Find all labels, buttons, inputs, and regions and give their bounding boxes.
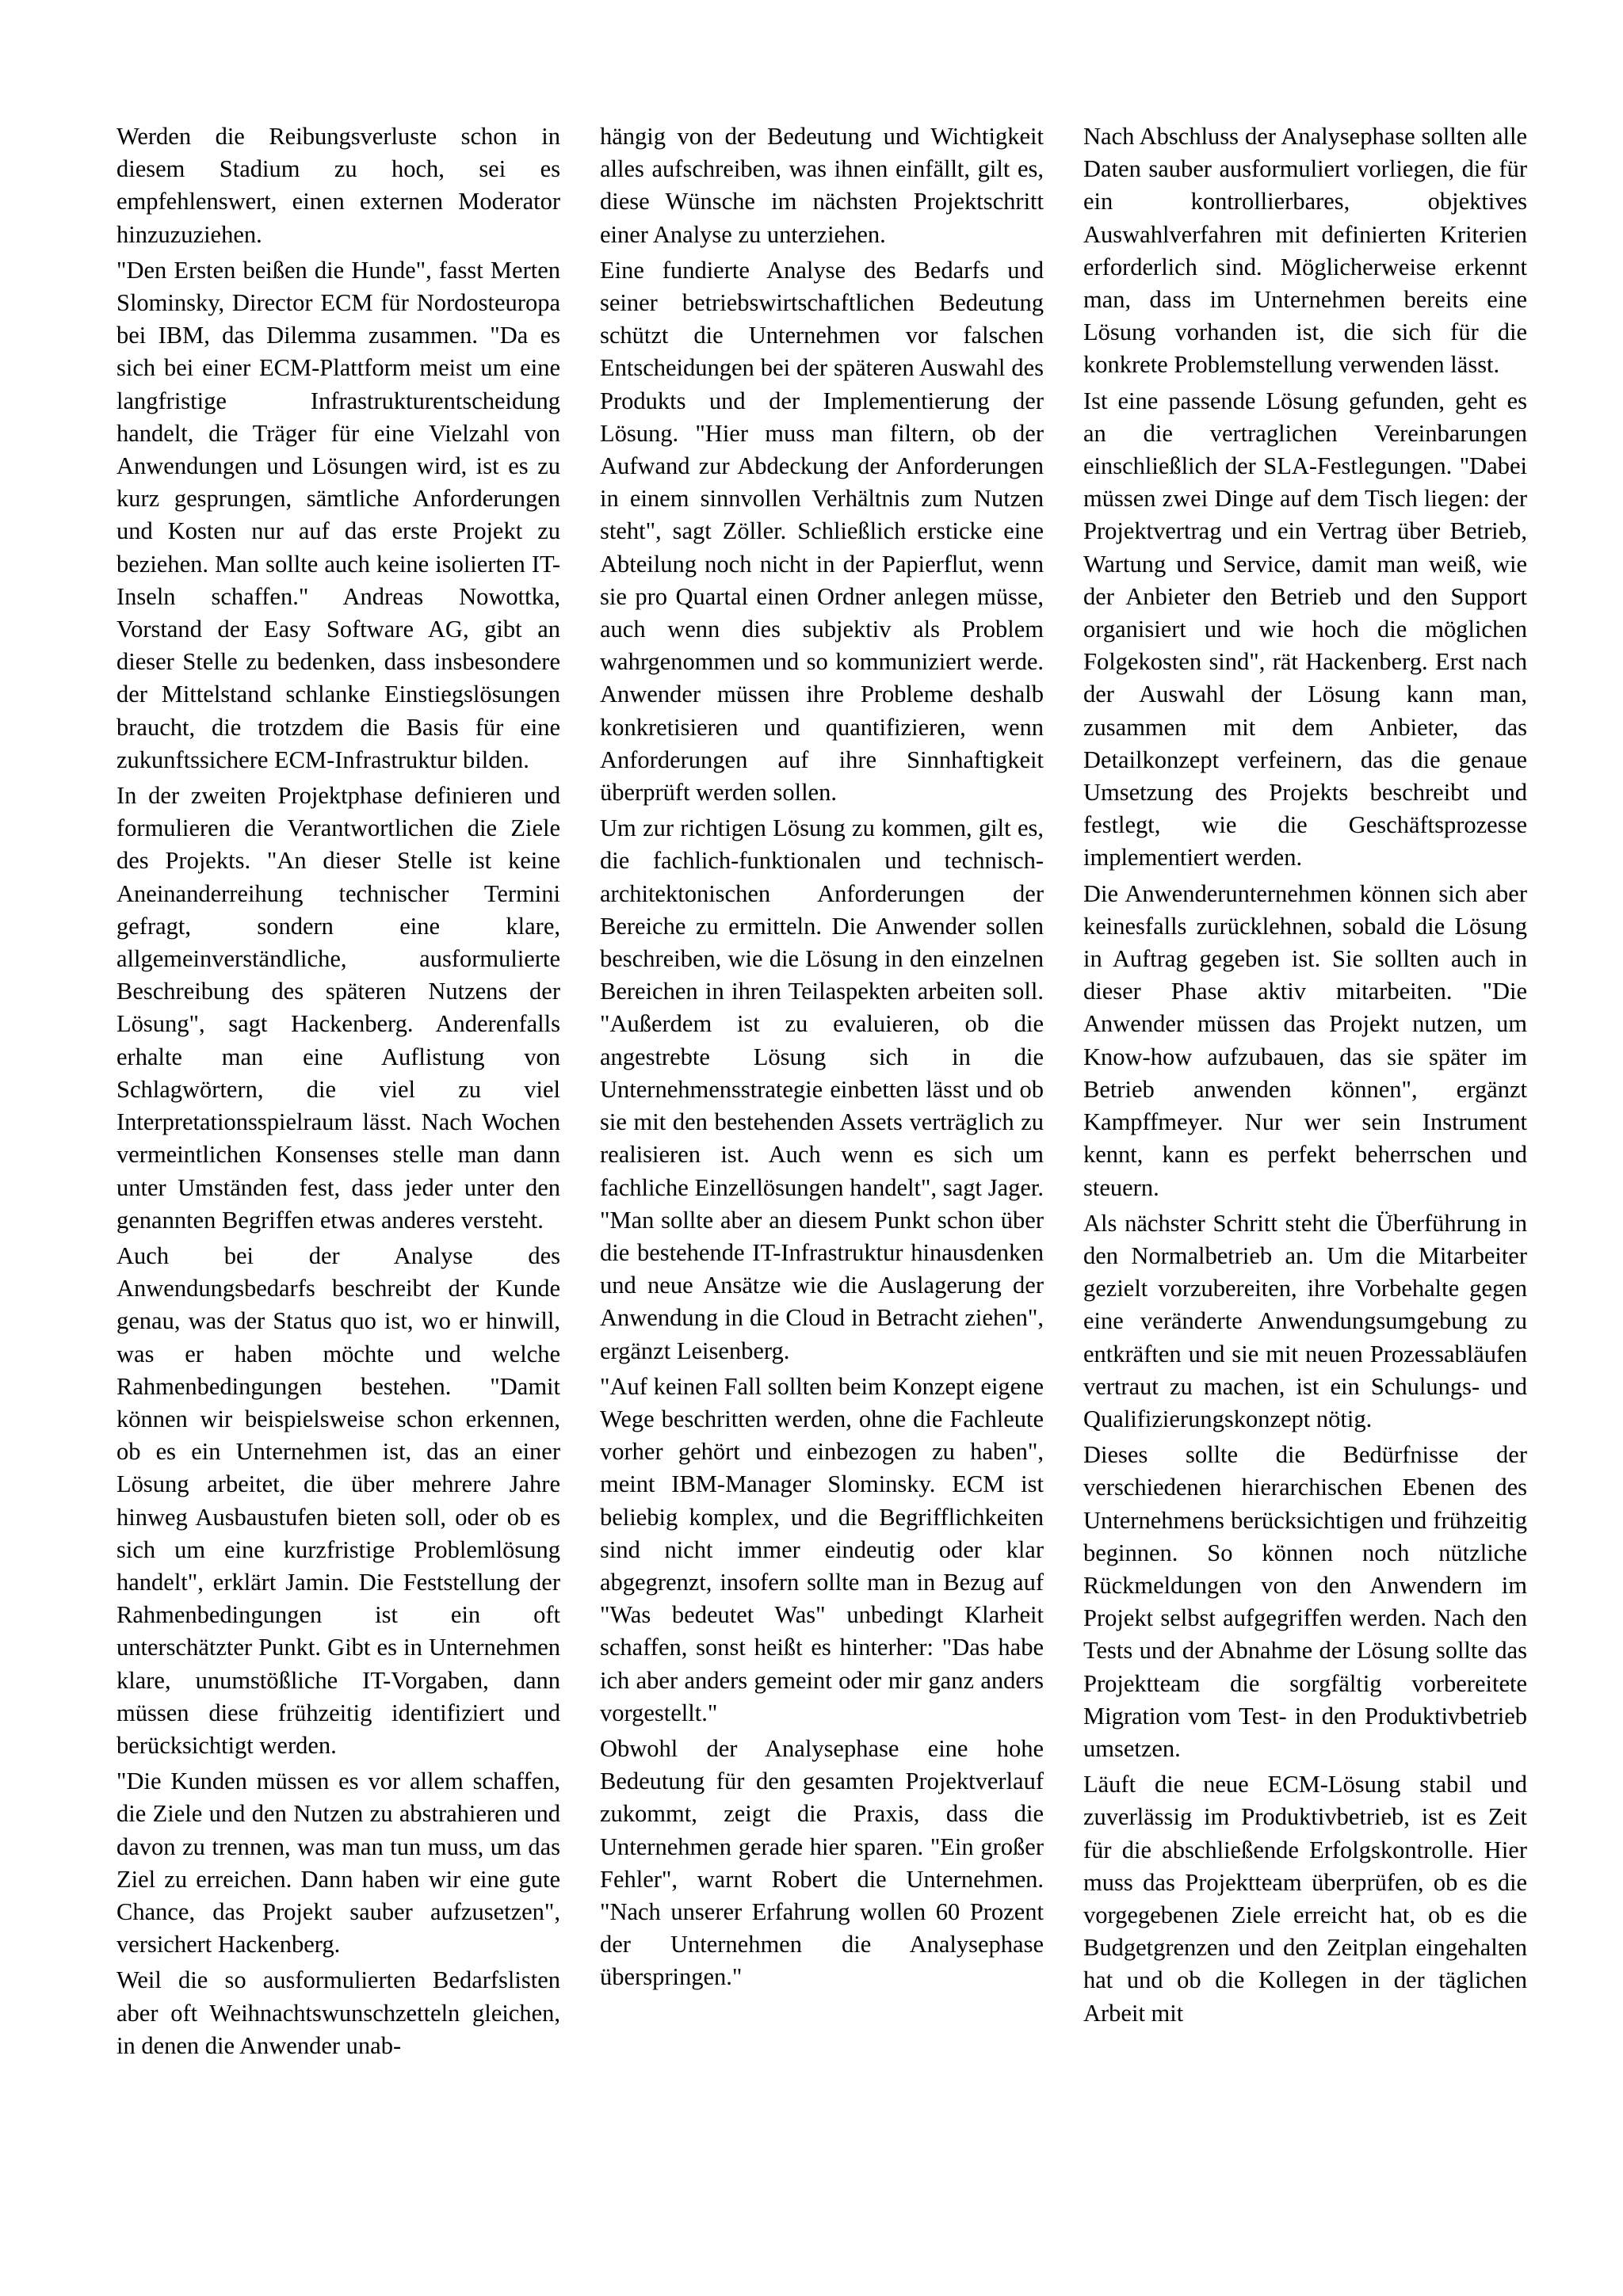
paragraph: Weil die so ausformulierten Bedarfslisten aber oft Weihnachtswunschzetteln gleichen, in denen die Anwender unab- [116,1966,560,2059]
paragraph: Werden die Reibungsverluste schon in diesem Stadium zu hoch, sei es empfehlenswert, einen externen Moderator hinzuzuziehen. [116,123,560,248]
text-column-1 [116,120,560,2065]
paragraph: Obwohl der Analysephase eine hohe Bedeutung für den gesamten Projektverlauf zukommt, zeigt die Praxis, dass die Unternehmen gerade hier sparen. "Ein großer Fehler", warnt Robert die Unternehmen. "Nach unserer Erfahrung wollen 60 Prozent der Unternehmen die Analysephase überspringen." [600,1734,1044,1991]
paragraph: Auch bei der Analyse des Anwendungsbedarfs beschreibt der Kunde genau, was der Status quo ist, wo er hinwill, was er haben möchte und welche Rahmenbedingungen bestehen. "Damit können wir beispielsweise schon erkennen, ob es ein Unternehmen ist, das an einer Lösung arbeitet, die über mehrere Jahre hinweg Ausbaustufen bieten soll, oder ob es sich um eine kurzfristige Problemlösung handelt", erklärt Jamin. Die Feststellung der Rahmenbedingungen ist ein oft unterschätzter Punkt. Gibt es in Unternehmen klare, unumstößliche IT-Vorgaben, dann müssen diese frühzeitig identifiziert und berücksichtigt werden. [116,1241,560,1759]
paragraph: Ist eine passende Lösung gefunden, geht es an die vertraglichen Vereinbarungen einschließlich der SLA-Festlegungen. "Dabei müssen zwei Dinge auf dem Tisch liegen: der Projektvertrag und ein Vertrag über Betrieb, Wartung und Service, damit man weiß, wie der Anbieter den Betrieb und den Support organisiert und wie hoch die möglichen Folgekosten sind", rät Hackenberg. Erst nach der Auswahl der Lösung kann man, zusammen mit dem Anbieter, das Detailkonzept verfeinern, das die genaue Umsetzung des Projekts beschreibt und festlegt, wie die Geschäftsprozesse implementiert werden. [1083,387,1527,871]
paragraph: Um zur richtigen Lösung zu kommen, gilt es, die fachlich-funktionalen und technisch-architektonischen Anforderungen der Bereiche zu ermitteln. Die Anwender sollen beschreiben, wie die Lösung in den einzelnen Bereichen in ihren Teilaspekten arbeiten soll. "Außerdem ist zu evaluieren, ob die angestrebte Lösung sich in die Unternehmensstrategie einbetten lässt und ob sie mit den bestehenden Assets verträglich zu realisieren ist. Auch wenn es sich um fachliche Einzellösungen handelt", sagt Jager. "Man sollte aber an diesem Punkt schon über die bestehende IT-Infrastruktur hinausdenken und neue Ansätze wie die Auslagerung der Anwendung in die Cloud in Betracht ziehen", ergänzt Leisenberg. [600,814,1044,1364]
paragraph: "Die Kunden müssen es vor allem schaffen, die Ziele und den Nutzen zu abstrahieren und davon zu trennen, was man tun muss, um das Ziel zu erreichen. Dann haben wir eine gute Chance, das Projekt sauber aufzusetzen", versichert Hackenberg. [116,1768,560,1958]
text-column-3 [1083,120,1527,2033]
paragraph: Nach Abschluss der Analysephase sollten alle Daten sauber ausformuliert vorliegen, die für ein kontrollierbares, objektives Auswahlverfahren mit definierten Kriterien erforderlich sind. Möglicherweise erkennt man, dass im Unternehmen bereits eine Lösung vorhanden ist, die sich für die konkrete Problemstellung verwenden lässt. [1083,123,1527,379]
paragraph: Die Anwenderunternehmen können sich aber keinesfalls zurücklehnen, sobald die Lösung in Auftrag gegeben ist. Sie sollten auch in dieser Phase aktiv mitarbeiten. "Die Anwender müssen das Projekt nutzen, um Know-how aufzubauen, das sie später im Betrieb anwenden können", ergänzt Kampffmeyer. Nur wer sein Instrument kennt, kann es perfekt beherrschen und steuern. [1083,879,1527,1201]
paragraph: Läuft die neue ECM-Lösung stabil und zuverlässig im Produktivbetrieb, ist es Zeit für die abschließende Erfolgskontrolle. Hier muss das Projektteam überprüfen, ob es die vorgegebenen Ziele erreicht hat, ob es die Budgetgrenzen und den Zeitplan eingehalten hat und ob die Kollegen in der täglichen Arbeit mit [1083,1771,1527,2027]
text-column-2 [600,120,1044,1997]
paragraph: "Auf keinen Fall sollten beim Konzept eigene Wege beschritten werden, ohne die Fachleute vorher gehört und einbezogen zu haben", meint IBM-Manager Slominsky. ECM ist beliebig komplex, und die Begrifflichkeiten sind nicht immer eindeutig oder klar abgegrenzt, insofern sollte man in Bezug auf "Was bedeutet Was" unbedingt Klarheit schaffen, sonst heißt es hinterher: "Das habe ich aber anders gemeint oder mir ganz anders vorgestellt." [600,1372,1044,1726]
paragraph: hängig von der Bedeutung und Wichtigkeit alles aufschreiben, was ihnen einfällt, gilt es, diese Wünsche im nächsten Projektschritt einer Analyse zu unterziehen. [600,123,1044,248]
paragraph: "Den Ersten beißen die Hunde", fasst Merten Slominsky, Director ECM für Nordosteuropa bei IBM, das Dilemma zusammen. "Da es sich bei einer ECM-Plattform meist um eine langfristige Infrastrukturentscheidung handelt, die Träger für eine Vielzahl von Anwendungen und Lösungen wird, ist es zu kurz gesprungen, sämtliche Anforderungen und Kosten nur auf das erste Projekt zu beziehen. Man sollte auch keine isolierten IT-Inseln schaffen." Andreas Nowottka, Vorstand der Easy Software AG, gibt an dieser Stelle zu bedenken, dass insbesondere der Mittelstand schlanke Einstiegslösungen braucht, die trotzdem die Basis für eine zukunftssichere ECM-Infrastruktur bilden. [116,256,560,773]
paragraph: In der zweiten Projektphase definieren und formulieren die Verantwortlichen die Ziele des Projekts. "An dieser Stelle ist keine Aneinanderreihung technischer Termini gefragt, sondern eine klare, allgemeinverständliche, ausformulierte Beschreibung des späteren Nutzens der Lösung", sagt Hackenberg. Anderenfalls erhalte man eine Auflistung von Schlagwörtern, die viel zu viel Interpretationsspielraum lässt. Nach Wochen vermeintlichen Konsenses stelle man dann unter Umständen fest, dass jeder unter den genannten Begriffen etwas anderes versteht. [116,782,560,1234]
paragraph: Dieses sollte die Bedürfnisse der verschiedenen hierarchischen Ebenen des Unternehmens berücksichtigen und frühzeitig beginnen. So können noch nützliche Rückmeldungen von den Anwendern im Projekt selbst aufgegriffen werden. Nach den Tests und der Abnahme der Lösung sollte das Projektteam die sorgfältig vorbereitete Migration vom Test- in den Produktivbetrieb umsetzen. [1083,1441,1527,1762]
article-page [116,120,1527,2180]
paragraph: Als nächster Schritt steht die Überführung in den Normalbetrieb an. Um die Mitarbeiter gezielt vorzubereiten, ihre Vorbehalte gegen eine veränderte Anwendungsumgebung zu entkräften und sie mit neuen Prozessabläufen vertraut zu machen, ist ein Schulungs- und Qualifizierungskonzept nötig. [1083,1209,1527,1432]
paragraph: Eine fundierte Analyse des Bedarfs und seiner betriebswirtschaftlichen Bedeutung schützt die Unternehmen vor falschen Entscheidungen bei der späteren Auswahl des Produkts und der Implementierung der Lösung. "Hier muss man filtern, ob der Aufwand zur Abdeckung der Anforderungen in einem sinnvollen Verhältnis zum Nutzen steht", sagt Zöller. Schließlich ersticke eine Abteilung noch nicht in der Papierflut, wenn sie pro Quartal einen Ordner anlegen müsse, auch wenn dies subjektiv als Problem wahrgenommen und so kommuniziert werde. Anwender müssen ihre Probleme deshalb konkretisieren und quantifizieren, wenn Anforderungen auf ihre Sinnhaftigkeit überprüft werden sollen. [600,256,1044,807]
